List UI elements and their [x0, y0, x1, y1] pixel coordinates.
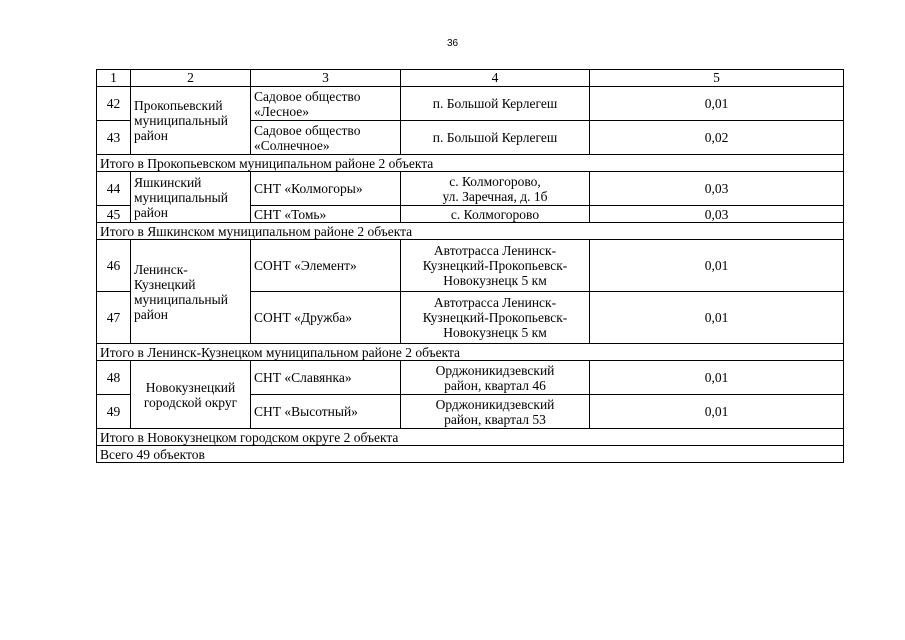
row-number: 42: [97, 87, 131, 121]
object-name: Садовое общество «Лесное»: [251, 87, 401, 121]
object-location: Орджоникидзевский район, квартал 46: [401, 361, 590, 395]
object-name: СНТ «Томь»: [251, 206, 401, 223]
column-header: 2: [131, 70, 251, 87]
object-location: с. Колмогорово: [401, 206, 590, 223]
table-header-row: [97, 70, 844, 87]
object-location: Автотрасса Ленинск- Кузнецкий-Прокопьевск- Новокузнецк 5 км: [401, 240, 590, 292]
column-header: 3: [251, 70, 401, 87]
object-name: СОНТ «Дружба»: [251, 292, 401, 344]
row-number: 48: [97, 361, 131, 395]
group-total-row: [97, 223, 844, 240]
object-location: Автотрасса Ленинск- Кузнецкий-Прокопьевск- Новокузнецк 5 км: [401, 292, 590, 344]
district-cell: Яшкинский муниципальный район: [131, 172, 251, 223]
object-location: Орджоникидзевский район, квартал 53: [401, 395, 590, 429]
object-value: 0,01: [590, 395, 844, 429]
grand-total-row: [97, 446, 844, 463]
object-name: СНТ «Славянка»: [251, 361, 401, 395]
table-row: [97, 240, 844, 292]
object-value: 0,03: [590, 172, 844, 206]
row-number: 44: [97, 172, 131, 206]
group-total-row: [97, 155, 844, 172]
table-row: [97, 87, 844, 121]
object-name: Садовое общество «Солнечное»: [251, 121, 401, 155]
object-name: СНТ «Колмогоры»: [251, 172, 401, 206]
object-value: 0,03: [590, 206, 844, 223]
row-number: 46: [97, 240, 131, 292]
row-number: 45: [97, 206, 131, 223]
page-number: 36: [446, 38, 459, 49]
grand-total: Всего 49 объектов: [97, 446, 844, 463]
column-header: 4: [401, 70, 590, 87]
object-name: СОНТ «Элемент»: [251, 240, 401, 292]
object-value: 0,02: [590, 121, 844, 155]
row-number: 49: [97, 395, 131, 429]
column-header: 1: [97, 70, 131, 87]
object-location: п. Большой Керлегеш: [401, 121, 590, 155]
object-name: СНТ «Высотный»: [251, 395, 401, 429]
district-cell: Прокопьевский муниципальный район: [131, 87, 251, 155]
group-total: Итого в Новокузнецком городском округе 2 объекта: [97, 429, 844, 446]
group-total-row: [97, 344, 844, 361]
object-value: 0,01: [590, 240, 844, 292]
group-total: Итого в Яшкинском муниципальном районе 2 объекта: [97, 223, 844, 240]
table-row: [97, 361, 844, 395]
registry-table: [96, 69, 844, 463]
table-row: [97, 172, 844, 206]
object-value: 0,01: [590, 361, 844, 395]
object-location: с. Колмогорово, ул. Заречная, д. 1б: [401, 172, 590, 206]
row-number: 43: [97, 121, 131, 155]
object-value: 0,01: [590, 87, 844, 121]
district-cell: Новокузнецкий городской округ: [131, 361, 251, 429]
group-total: Итого в Ленинск-Кузнецком муниципальном районе 2 объекта: [97, 344, 844, 361]
column-header: 5: [590, 70, 844, 87]
object-value: 0,01: [590, 292, 844, 344]
row-number: 47: [97, 292, 131, 344]
group-total: Итого в Прокопьевском муниципальном районе 2 объекта: [97, 155, 844, 172]
object-location: п. Большой Керлегеш: [401, 87, 590, 121]
district-cell: Ленинск- Кузнецкий муниципальный район: [131, 240, 251, 344]
group-total-row: [97, 429, 844, 446]
